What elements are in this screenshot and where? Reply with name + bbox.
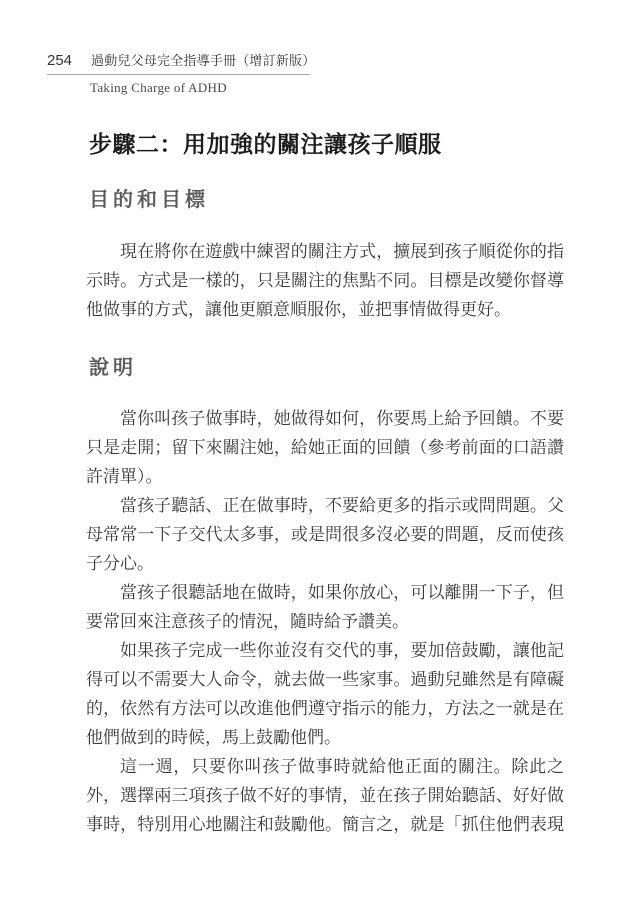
text-line: 的，依然有方法可以改進他們遵守指示的能力，方法之一就是在 bbox=[86, 699, 564, 718]
book-subtitle: Taking Charge of ADHD bbox=[90, 80, 227, 95]
text-line: 如果孩子完成一些你並沒有交代的事，要加倍鼓勵，讓他記 bbox=[120, 641, 564, 660]
running-header bbox=[47, 50, 316, 96]
text-line: 示時。方式是一樣的，只是關注的焦點不同。目標是改變你督導 bbox=[86, 271, 564, 290]
section-heading-goals: 目的和目標 bbox=[89, 189, 209, 211]
text-line: 要常回來注意孩子的情況，隨時給予讚美。 bbox=[86, 612, 409, 631]
page-number: 254 bbox=[47, 52, 73, 69]
text-line: 許清單）。 bbox=[86, 467, 163, 486]
text-line: 母常常一下子交代太多事，或是問很多沒必要的問題，反而使孩 bbox=[86, 525, 564, 544]
section-heading-instructions: 說明 bbox=[89, 357, 137, 379]
text-line: 只是走開；留下來關注她，給她正面的回饋（參考前面的口語讚 bbox=[86, 438, 564, 457]
text-line: 他們做到的時候，馬上鼓勵他們。 bbox=[86, 728, 341, 747]
text-line: 當孩子聽話、正在做事時，不要給更多的指示或問問題。父 bbox=[120, 496, 564, 515]
text-line: 當孩子很聽話地在做時，如果你放心，可以離開一下子，但 bbox=[120, 583, 564, 602]
chapter-title: 步驟二：用加強的關注讓孩子順服 bbox=[89, 132, 442, 157]
header-row bbox=[47, 50, 316, 75]
paragraph-group-instructions bbox=[86, 404, 564, 839]
text-line: 得可以不需要大人命令，就去做一些家事。過動兒雖然是有障礙 bbox=[86, 670, 564, 689]
text-line: 這一週，只要你叫孩子做事時就給他正面的關注。除此之 bbox=[120, 757, 564, 776]
book-title: 過動兒父母完全指導手冊（增訂新版） bbox=[91, 53, 316, 68]
paragraph-group-goals bbox=[86, 237, 564, 324]
text-line: 子分心。 bbox=[86, 554, 154, 573]
text-line: 現在將你在遊戲中練習的關注方式，擴展到孩子順從你的指 bbox=[120, 242, 564, 261]
text-line: 外，選擇兩三項孩子做不好的事情，並在孩子開始聽話、好好做 bbox=[86, 786, 564, 805]
text-line: 他做事的方式，讓他更願意順服你，並把事情做得更好。 bbox=[86, 300, 511, 319]
text-line: 當你叫孩子做事時，她做得如何，你要馬上給予回饋。不要 bbox=[120, 409, 564, 428]
text-line: 事時，特別用心地關注和鼓勵他。簡言之，就是「抓住他們表現 bbox=[86, 815, 564, 834]
